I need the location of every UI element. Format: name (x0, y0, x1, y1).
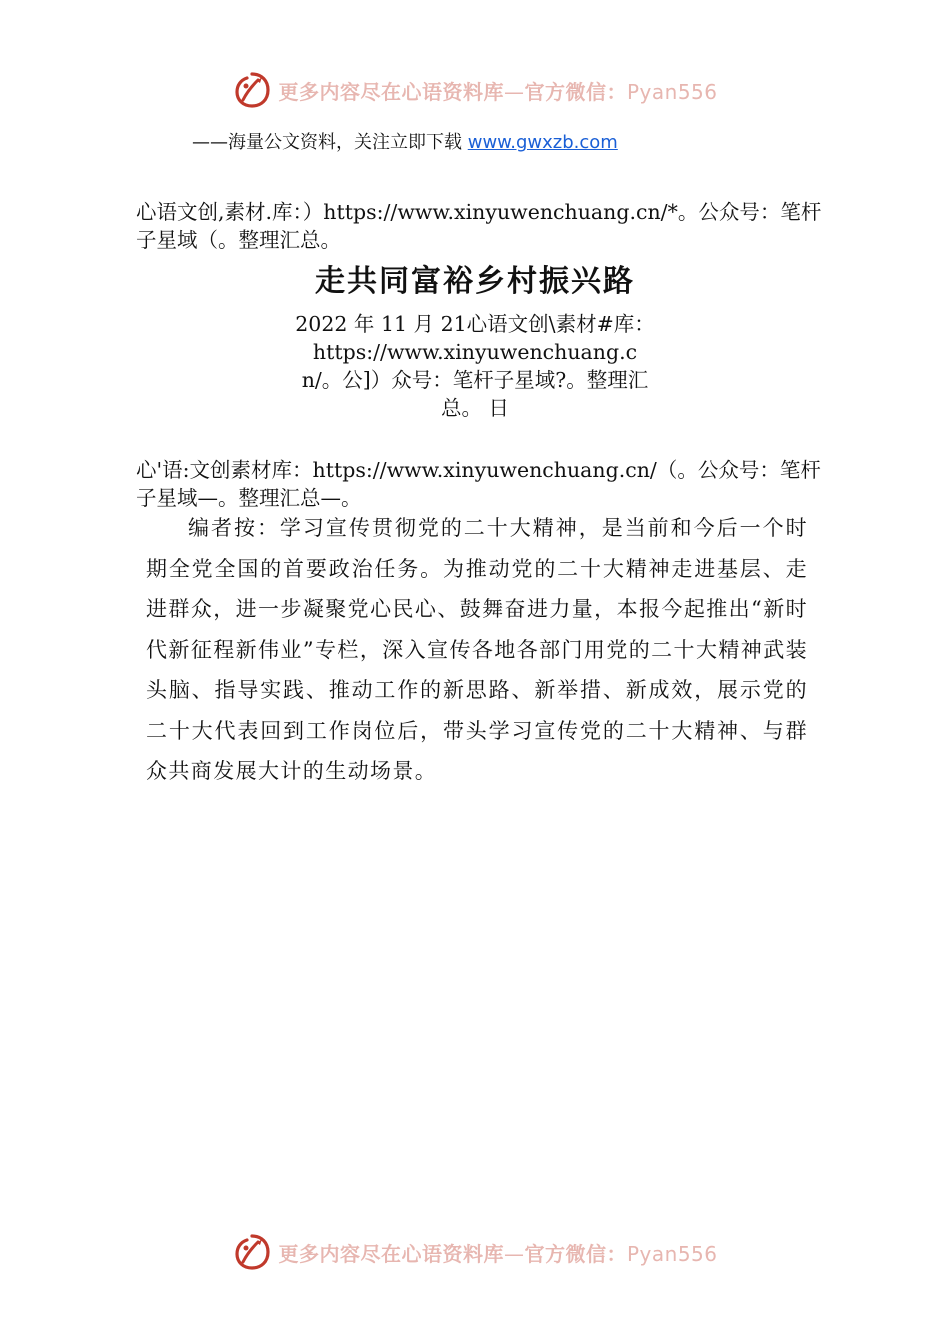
download-notice (192, 128, 618, 154)
brush-logo-icon (232, 1232, 272, 1272)
watermark-text-top: 心语文创,素材.库：）https://www.xinyuwenchuang.cn/*。公众号：笔杆子星域（。整理汇总。 (136, 200, 822, 252)
header-banner (0, 70, 950, 110)
download-notice-text: ——海量公文资料，关注立即下载 (192, 132, 468, 153)
brush-logo-icon (232, 70, 272, 110)
footer-banner (0, 1232, 950, 1272)
site-link[interactable]: www.gwxzb.com (467, 132, 618, 153)
article-dateline: 2022 年 11 月 21心语文创\素材#库：https://www.xinyuwenchuang.cn/。公]）众号：笔杆子星域?。整理汇总。 日 (295, 312, 655, 420)
editor-note-paragraph: 编者按：学习宣传贯彻党的二十大精神，是当前和今后一个时期全党全国的首要政治任务。为推动党的二十大精神走进基层、走进群众，进一步凝聚党心民心、鼓舞奋进力量，本报今起推出“新时代新征程新伟业”专栏，深入宣传各地各部门用党的二十大精神武装头脑、指导实践、推动工作的新思路、新举措、新成效，展示党的二十大代表回到工作岗位后，带头学习宣传党的二十大精神、与群众共商发展大计的生动场景。 (146, 516, 808, 783)
banner-text: 更多内容尽在心语资料库—官方微信：Pyan556 (278, 1241, 718, 1266)
banner-text: 更多内容尽在心语资料库—官方微信：Pyan556 (278, 79, 718, 104)
watermark-text-mid: 心'语:文创素材库：https://www.xinyuwenchuang.cn/（。公众号：笔杆子星域—。整理汇总—。 (136, 458, 821, 510)
article-title: 走共同富裕乡村振兴路 (315, 264, 635, 299)
